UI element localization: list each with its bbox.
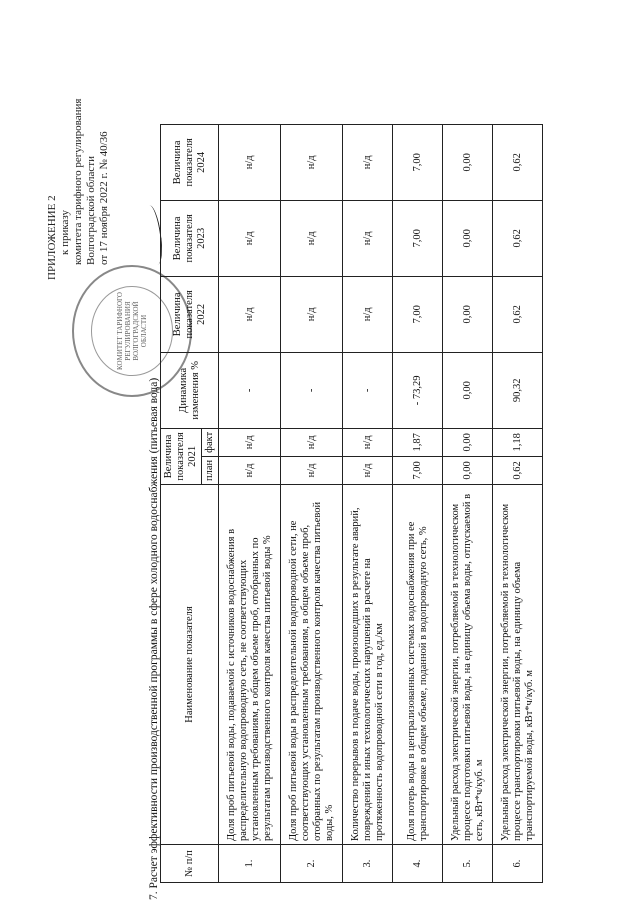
row-2022: н/д: [281, 276, 343, 352]
row-plan: н/д: [281, 456, 343, 484]
row-num: 2.: [281, 845, 343, 883]
row-fact: н/д: [343, 428, 393, 456]
row-2023: н/д: [343, 200, 393, 276]
row-2023: н/д: [281, 200, 343, 276]
row-plan: н/д: [343, 456, 393, 484]
row-name: Удельный расход электрической энергии, потребляемой в технологическом процессе транспортировки питьевой воды, на единицу объема транспортируемой воды, кВт*ч/куб. м: [493, 485, 543, 845]
header-dynamics: Динамика изменения %: [161, 352, 219, 428]
annex-line-4: от 17 ноября 2022 г. № 40/36: [98, 131, 110, 265]
row-dynamics: -: [343, 352, 393, 428]
row-2024: н/д: [219, 124, 281, 200]
row-name: Доля проб питьевой воды в распределительной водопроводной сети, не соответствующих установленным требованиям, в общем объеме проб, отобранных по результатам производственного контроля качества питьевой воды, %: [281, 485, 343, 845]
row-name: Доля потерь воды в централизованных системах водоснабжения при ее транспортировке в общем объеме, поданной в водопроводную сеть, %: [393, 485, 443, 845]
row-2023: 0,62: [493, 200, 543, 276]
row-2022: н/д: [343, 276, 393, 352]
row-fact: 1,18: [493, 428, 543, 456]
row-fact: 0,00: [443, 428, 493, 456]
header-2022: Величина показателя 2022: [161, 276, 219, 352]
row-plan: н/д: [219, 456, 281, 484]
row-2022: 7,00: [393, 276, 443, 352]
row-num: 3.: [343, 845, 393, 883]
row-2022: 0,00: [443, 276, 493, 352]
table-row: [493, 124, 543, 882]
table-row: [281, 124, 343, 882]
row-2024: н/д: [343, 124, 393, 200]
row-2023: н/д: [219, 200, 281, 276]
row-plan: 0,62: [493, 456, 543, 484]
stamp-text: КОМИТЕТ ТАРИФНОГО РЕГУЛИРОВАНИЯ ВОЛГОГРАДСКОЙ ОБЛАСТИ: [91, 286, 172, 376]
row-num: 4.: [393, 845, 443, 883]
row-2022: н/д: [219, 276, 281, 352]
header-plan: план: [202, 456, 219, 484]
row-2024: 0,62: [493, 124, 543, 200]
efficiency-table: [160, 124, 543, 883]
row-2024: 7,00: [393, 124, 443, 200]
row-2023: 7,00: [393, 200, 443, 276]
row-num: 1.: [219, 845, 281, 883]
row-num: 6.: [493, 845, 543, 883]
row-dynamics: - 73,29: [393, 352, 443, 428]
annex-line-2: комитета тарифного регулирования: [72, 98, 84, 265]
header-num: № п/п: [161, 845, 219, 883]
annex-title: ПРИЛОЖЕНИЕ 2: [46, 195, 58, 280]
row-name: Доля проб питьевой воды, подаваемой с источников водоснабжения в распределительную водопроводную сеть, не соответствующих установленным требованиям, в общем объеме проб, отобранных по результатам производственного контроля качества питьевой воды %: [219, 485, 281, 845]
row-fact: н/д: [281, 428, 343, 456]
table-row: [393, 124, 443, 882]
table-row: [443, 124, 493, 882]
annex-line-1: к приказу: [59, 209, 71, 255]
table-row: [219, 124, 281, 882]
header-2021: Величина показателя 2021: [161, 428, 202, 484]
row-name: Количество перерывов в подаче воды, произошедших в результате аварий, повреждений и иных технологических нарушений в расчете на протяженность водопроводной сети в год, ед./км: [343, 485, 393, 845]
row-plan: 0,00: [443, 456, 493, 484]
row-2022: 0,62: [493, 276, 543, 352]
header-2023: Величина показателя 2023: [161, 200, 219, 276]
row-fact: н/д: [219, 428, 281, 456]
annex-line-3: Волгоградской области: [85, 156, 97, 265]
annex-block: [46, 10, 111, 280]
section-title: 7. Расчет эффективности производственной программы в сфере холодного водоснабжения (питьевая вода): [148, 377, 160, 900]
header-fact: факт: [202, 428, 219, 456]
table-row: [343, 124, 393, 882]
table-body: [219, 124, 543, 882]
header-2024: Величина показателя 2024: [161, 124, 219, 200]
row-dynamics: -: [219, 352, 281, 428]
row-dynamics: 90,32: [493, 352, 543, 428]
row-2023: 0,00: [443, 200, 493, 276]
row-name: Удельный расход электрической энергии, потребляемой в технологическом процессе подготовки питьевой воды, на единицу объема воды, отпускаемой в сеть, кВт*ч/куб. м: [443, 485, 493, 845]
row-2024: 0,00: [443, 124, 493, 200]
row-num: 5.: [443, 845, 493, 883]
row-dynamics: -: [281, 352, 343, 428]
row-fact: 1,87: [393, 428, 443, 456]
row-2024: н/д: [281, 124, 343, 200]
row-dynamics: 0,00: [443, 352, 493, 428]
row-plan: 7,00: [393, 456, 443, 484]
header-name: Наименование показателя: [161, 485, 219, 845]
